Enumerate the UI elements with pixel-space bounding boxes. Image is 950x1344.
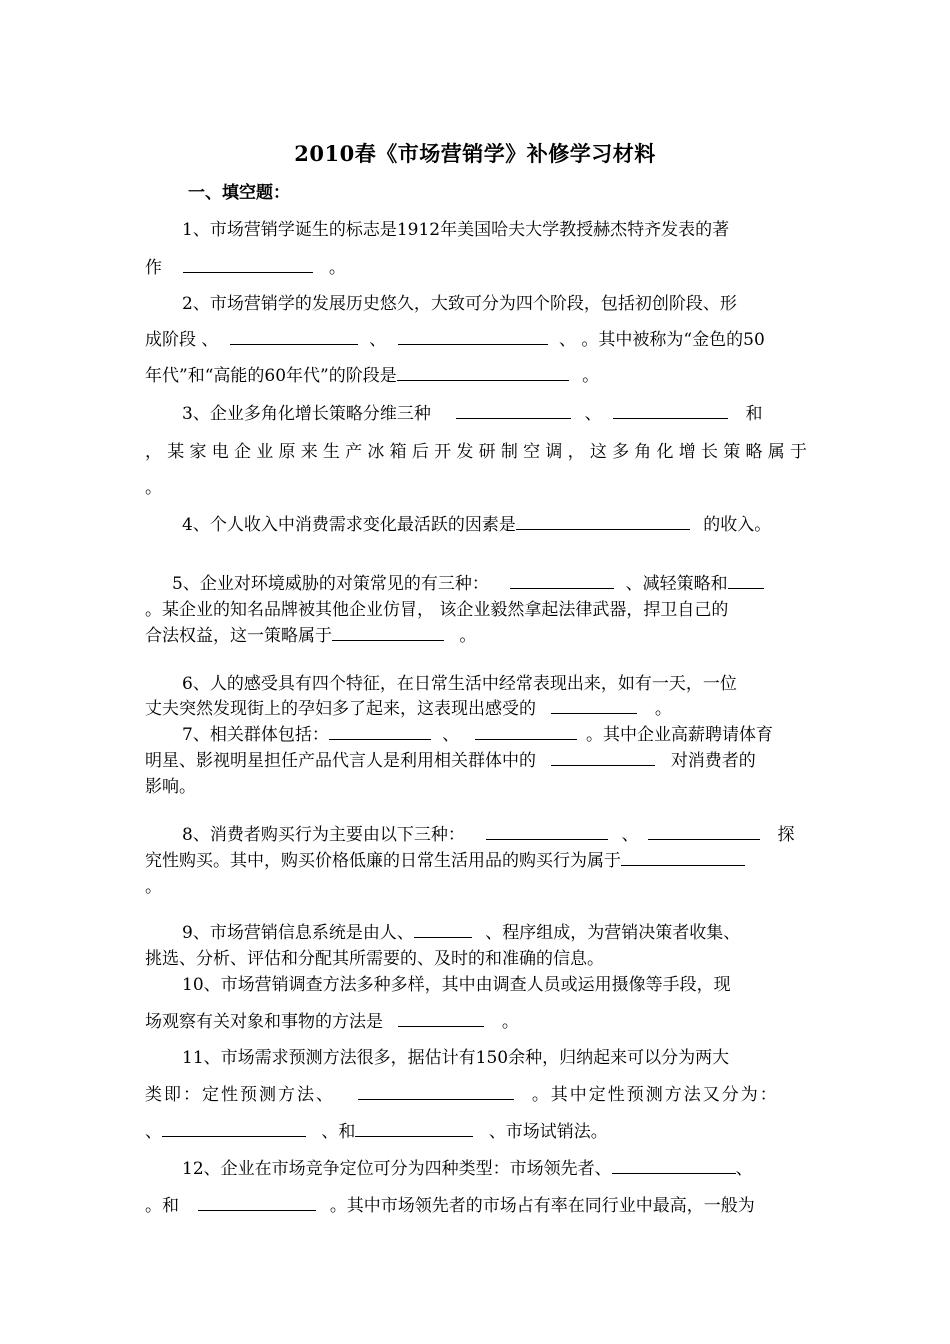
q8-text-3: 究性购买。其中，购买价格低廉的日常生活用品的购买行为属于 — [145, 851, 621, 871]
q4-end: 的收入。 — [703, 515, 772, 535]
question-8-line-2 — [145, 846, 807, 871]
question-12-line-2 — [145, 1191, 807, 1216]
q12-sep: 、 — [735, 1159, 753, 1179]
q11-sep: 、 — [145, 1122, 162, 1142]
question-7-line-1 — [182, 720, 807, 745]
question-5-line-3 — [145, 621, 807, 646]
answer-blank[interactable] — [398, 328, 548, 345]
q9-text: 9、市场营销信息系统是由人、 — [182, 923, 414, 943]
q7-text-3: 明星、影视明星担任产品代言人是利用相关群体中的 — [145, 751, 536, 771]
answer-blank[interactable] — [456, 402, 571, 419]
answer-blank[interactable] — [613, 402, 728, 419]
question-1-line-1: 1、市场营销学诞生的标志是1912年美国哈夫大学教授赫杰特齐发表的著 — [182, 220, 730, 240]
q3-text: 3、企业多角化增长策略分维三种 — [182, 404, 431, 424]
question-3-line-2: ，某家电企业原来生产冰箱后开发研制空调，这多角化增长策略属于 — [145, 442, 807, 462]
question-5-line-2: 。某企业的知名品牌被其他企业仿冒， 该企业毅然拿起法律武器，捍卫自己的 — [145, 600, 729, 620]
q5-text: 5、企业对环境威胁的对策常见的有三种： — [172, 574, 489, 594]
q9-text-2: 、程序组成，为营销决策者收集、 — [485, 923, 741, 943]
answer-blank[interactable] — [510, 572, 614, 589]
q4-text: 4、个人收入中消费需求变化最活跃的因素是 — [182, 515, 516, 535]
answer-blank[interactable] — [198, 1194, 316, 1211]
q2-sep: 、 — [369, 330, 387, 350]
q2-text: 成阶段 、 — [145, 330, 219, 350]
question-6-line-2 — [145, 694, 807, 719]
question-9-line-2: 挑选、分析、评估和分配其所需要的、及时的和准确的信息。 — [145, 949, 604, 969]
q8-text: 8、消费者购买行为主要由以下三种： — [182, 825, 465, 845]
question-2-line-1: 2、市场营销学的发展历史悠久，大致可分为四个阶段，包括初创阶段、形 — [182, 294, 737, 314]
q11-text-2: 。其中定性预测方法又分为： — [531, 1085, 779, 1105]
q11-end: 、市场试销法。 — [488, 1122, 608, 1142]
answer-blank[interactable] — [355, 1120, 473, 1137]
question-3-line-3: 。 — [145, 478, 162, 498]
q7-text-2: 。其中企业高薪聘请体育 — [586, 725, 774, 745]
answer-blank[interactable] — [230, 328, 358, 345]
question-9-line-1 — [182, 918, 807, 943]
answer-blank[interactable] — [551, 697, 637, 714]
document-title: 2010春《市场营销学》补修学习材料 — [294, 141, 656, 166]
question-1-line-2 — [145, 253, 807, 278]
q12-text: 12、企业在市场竞争定位可分为四种类型：市场领先者、 — [182, 1159, 612, 1179]
q10-text: 场观察有关对象和事物的方法是 — [145, 1012, 383, 1032]
answer-blank[interactable] — [183, 256, 313, 273]
question-10-line-2 — [145, 1007, 807, 1032]
q7-text-4: 对消费者的 — [670, 751, 756, 771]
q11-and: 、和 — [321, 1122, 356, 1142]
answer-blank[interactable] — [397, 364, 569, 381]
question-12-line-1 — [182, 1154, 807, 1179]
answer-blank[interactable] — [329, 723, 431, 740]
answer-blank[interactable] — [516, 513, 690, 530]
answer-blank[interactable] — [162, 1120, 306, 1137]
answer-blank[interactable] — [621, 849, 745, 866]
q1-end: 。 — [328, 258, 346, 278]
q1-text: 作 — [145, 258, 162, 278]
question-6-line-1: 6、人的感受具有四个特征，在日常生活中经常表现出来，如有一天，一位 — [182, 674, 737, 694]
question-3-line-1 — [182, 399, 807, 424]
answer-blank[interactable] — [648, 823, 760, 840]
q3-sep: 、 — [584, 404, 602, 424]
q5-text-3: 合法权益，这一策略属于 — [145, 626, 332, 646]
q3-and: 和 — [745, 404, 763, 424]
question-7-line-3: 影响。 — [145, 777, 196, 797]
question-8-line-1 — [182, 820, 807, 845]
q12-text-2: 。和 — [145, 1196, 179, 1216]
q2-end: 。 — [582, 366, 600, 386]
question-5-line-1 — [172, 569, 807, 594]
q12-text-3: 。其中市场领先者的市场占有率在同行业中最高，一般为 — [329, 1196, 755, 1216]
answer-blank[interactable] — [475, 723, 577, 740]
answer-blank[interactable] — [358, 1083, 514, 1100]
q8-sep: 、 — [621, 825, 639, 845]
answer-blank[interactable] — [551, 749, 655, 766]
q5-end: 。 — [459, 626, 477, 646]
answer-blank[interactable] — [612, 1157, 736, 1174]
q5-text-2: 、减轻策略和 — [625, 574, 728, 594]
q2-text-3: 年代”和“高能的60年代”的阶段是 — [145, 366, 397, 386]
answer-blank[interactable] — [486, 823, 608, 840]
q7-sep: 、 — [442, 725, 460, 745]
q6-text: 丈夫突然发现街上的孕妇多了起来，这表现出感受的 — [145, 699, 536, 719]
question-2-line-2 — [145, 325, 807, 350]
answer-blank[interactable] — [728, 572, 764, 589]
section-heading-fill-in-blank: 一、填空题： — [188, 183, 290, 203]
q6-end: 。 — [654, 699, 672, 719]
question-8-line-3: 。 — [145, 877, 162, 897]
q10-end: 。 — [501, 1012, 519, 1032]
q2-text-2: 、 。其中被称为“金色的50 — [559, 330, 765, 350]
answer-blank[interactable] — [414, 921, 472, 938]
q8-text-2: 探 — [777, 825, 795, 845]
question-4-line-1 — [182, 510, 807, 535]
question-10-line-1: 10、市场营销调查方法多种多样，其中由调查人员或运用摄像等手段，现 — [182, 975, 731, 995]
q11-text: 类即：定性预测方法、 — [145, 1085, 335, 1105]
question-7-line-2 — [145, 746, 807, 771]
answer-blank[interactable] — [332, 624, 444, 641]
answer-blank[interactable] — [398, 1010, 484, 1027]
question-2-line-3 — [145, 361, 807, 386]
q7-text: 7、相关群体包括： — [182, 725, 329, 745]
question-11-line-1: 11、市场需求预测方法很多，据估计有150余种，归纳起来可以分为两大 — [182, 1048, 730, 1068]
question-11-line-2 — [145, 1080, 807, 1105]
question-11-line-3 — [145, 1117, 807, 1142]
